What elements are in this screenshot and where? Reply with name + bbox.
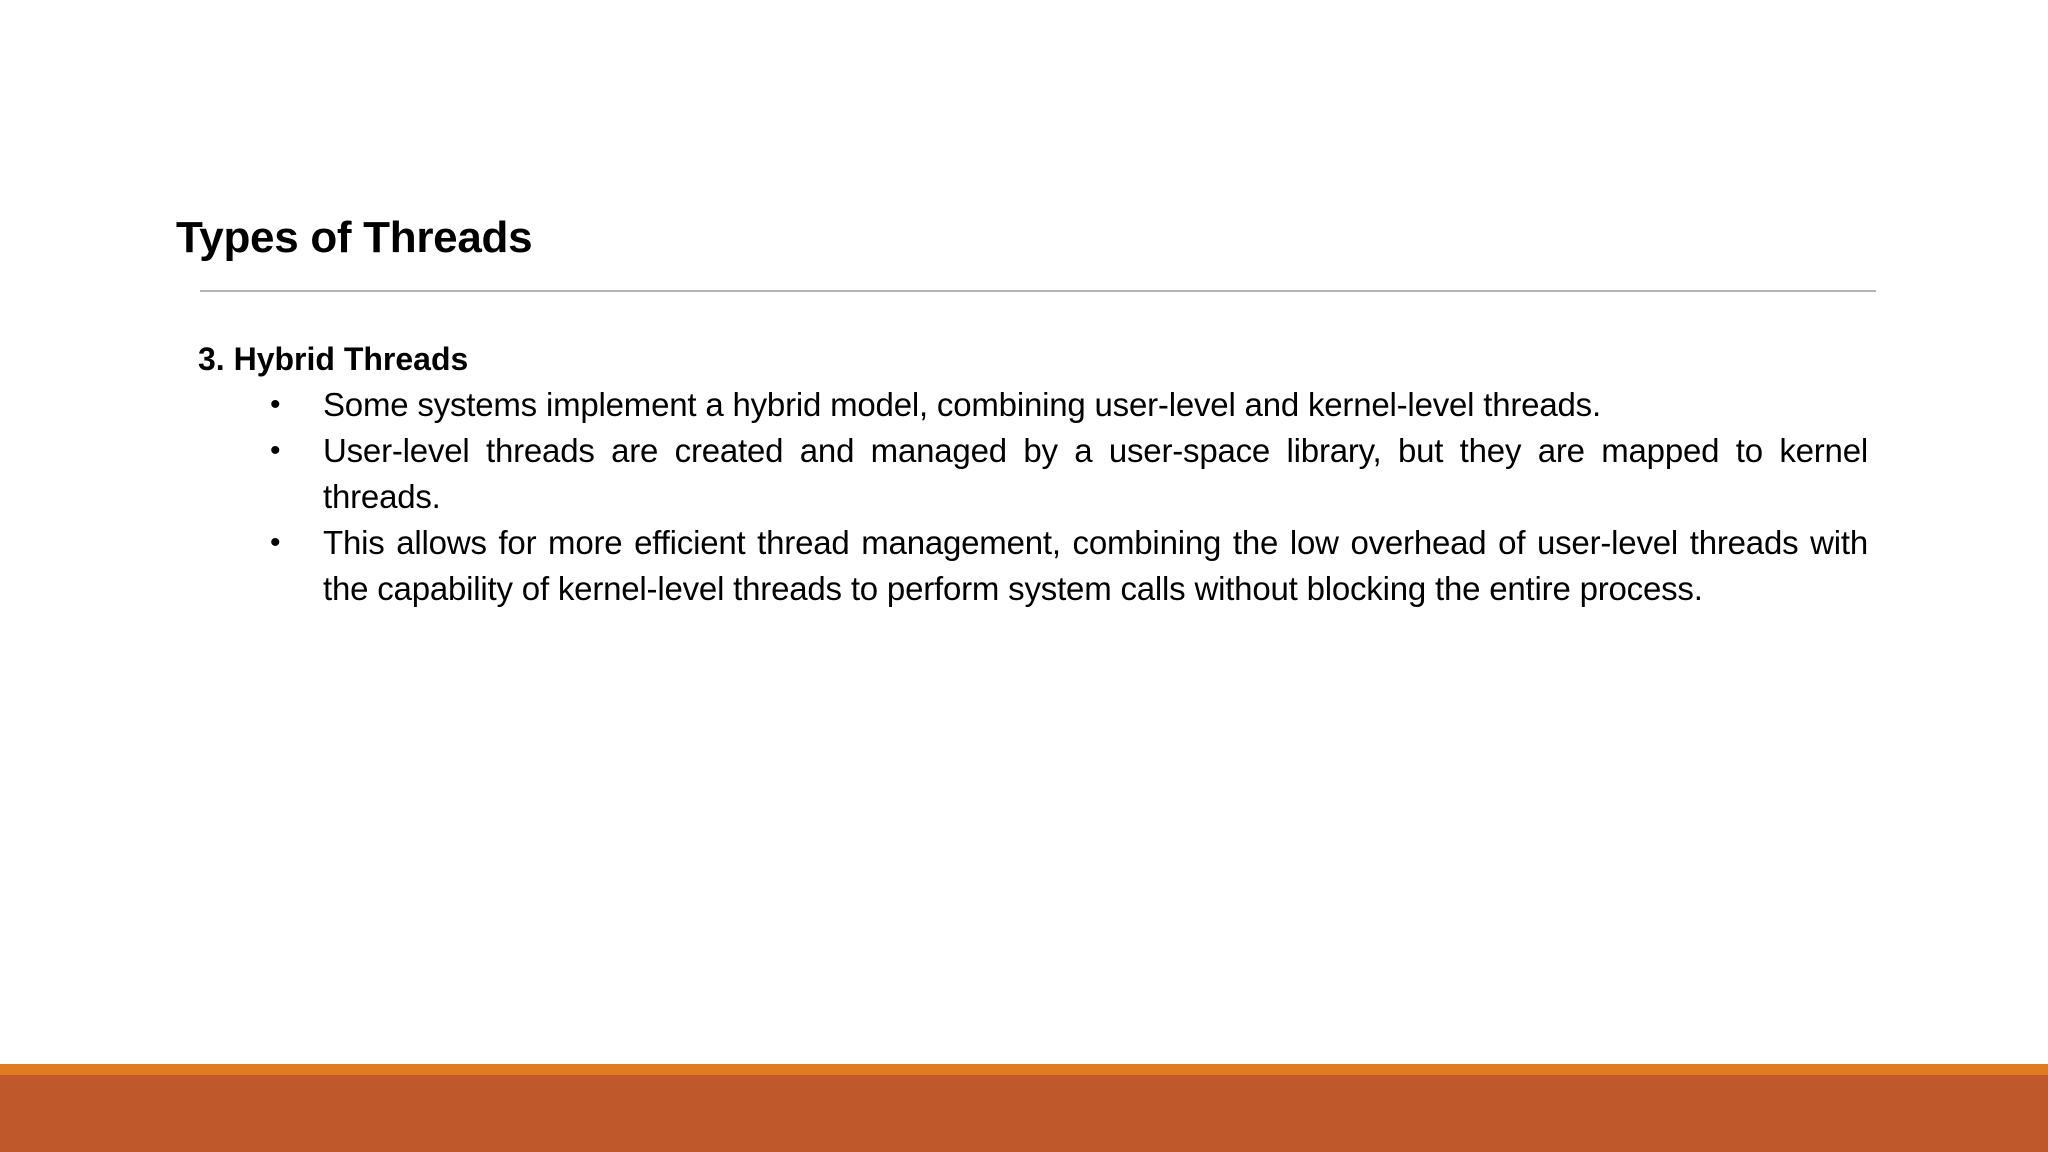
bullet-text: This allows for more efficient thread management, combining the low overhead of user-level threads with the capability of kernel-level threads to perform system calls without blocking the entire process. (323, 524, 1868, 607)
bullet-text: Some systems implement a hybrid model, combining user-level and kernel-level threads. (323, 386, 1601, 423)
slide-content (198, 336, 1868, 612)
footer-bar (0, 1075, 2048, 1152)
title-divider (200, 290, 1876, 292)
bullet-item (198, 428, 1868, 520)
bullet-item (198, 382, 1868, 428)
bullet-icon: • (270, 434, 281, 467)
bullet-list (198, 382, 1868, 612)
slide-title: Types of Threads (176, 213, 533, 262)
bullet-icon: • (270, 388, 281, 421)
section-heading: 3. Hybrid Threads (198, 341, 469, 377)
footer-accent-stripe (0, 1064, 2048, 1075)
bullet-icon: • (270, 526, 281, 559)
bullet-text: User-level threads are created and managed by a user-space library, but they are mapped to kernel threads. (323, 432, 1868, 515)
bullet-item (198, 520, 1868, 612)
